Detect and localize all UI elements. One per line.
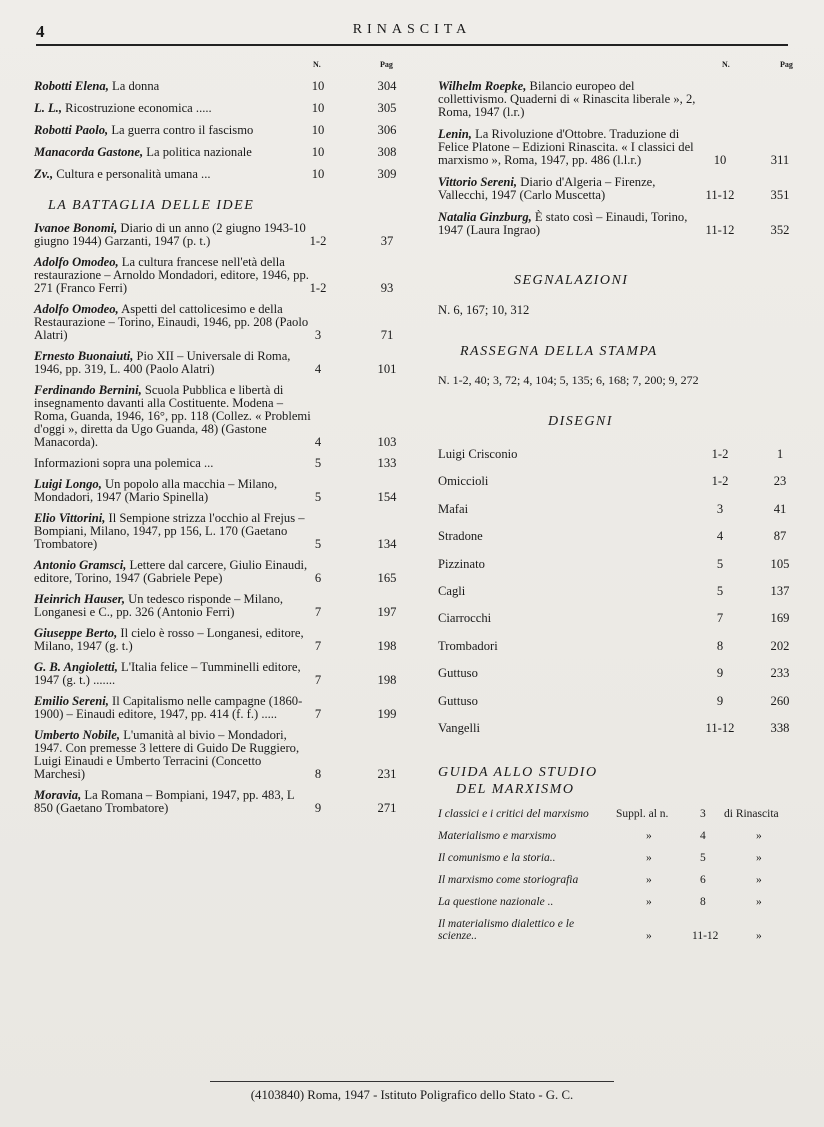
- list-item: [438, 584, 794, 611]
- entry-issue-number: 11-12: [705, 223, 735, 237]
- entry-author: G. B. Angioletti,: [34, 660, 118, 674]
- list-item: [438, 176, 794, 202]
- entry-text: [34, 146, 314, 159]
- list-item: [34, 789, 414, 815]
- entry-author: Luigi Longo,: [34, 477, 102, 491]
- guide-title: La questione nazionale ..: [438, 896, 554, 909]
- guide-supplement: »: [646, 896, 652, 909]
- entry-issue-number: 7: [314, 673, 322, 687]
- entry-author: Adolfo Omodeo,: [34, 255, 119, 269]
- drawing-issue-number: 5: [716, 556, 724, 571]
- drawing-issue-number: 11-12: [705, 720, 735, 735]
- list-item: [34, 102, 414, 115]
- entry-text: [438, 211, 696, 237]
- entry-title: Diario di un anno (2 giugno 1943-10 giugno 1944) Garzanti, 1947 (p. t.): [34, 221, 306, 248]
- entry-issue-number: 1-2: [309, 234, 327, 248]
- entry-title: La cultura francese nell'età della restaurazione – Arnoldo Mondadori, editore, 1946, pp. 271 (Franco Ferri): [34, 255, 309, 295]
- entry-author: Zv.,: [34, 167, 54, 181]
- drawing-page-number: 169: [770, 611, 790, 626]
- entry-text: [438, 176, 696, 202]
- entry-page-number: 198: [377, 673, 397, 687]
- entry-author: Natalia Ginzburg,: [438, 210, 532, 224]
- entry-page-number: 71: [380, 328, 394, 342]
- section-battaglia-heading: LA BATTAGLIA DELLE IDEE: [48, 198, 255, 213]
- list-item: [34, 593, 414, 619]
- list-item: [34, 661, 414, 687]
- entry-issue-number: 7: [314, 639, 322, 653]
- guide-title: Il marxismo come storiografia: [438, 874, 579, 887]
- drawing-issue-number: 1-2: [711, 474, 729, 489]
- entry-page-number: 101: [377, 362, 397, 376]
- entry-text: [34, 80, 314, 93]
- entry-text: [34, 457, 314, 470]
- entry-page-number: 133: [377, 456, 397, 470]
- entry-issue-number: 9: [314, 801, 322, 815]
- list-item: [34, 350, 414, 376]
- entry-text: [34, 559, 314, 585]
- page-heading: Pag: [380, 60, 393, 69]
- list-item: [438, 474, 794, 501]
- list-item: [34, 146, 414, 159]
- entry-title: Bilancio europeo del collettivismo. Quaderni di « Rinascita liberale », 2, Roma, 1947 (l.r.): [438, 79, 696, 119]
- left-column: [34, 60, 414, 823]
- guide-source: di Rinascita: [724, 808, 779, 821]
- drawing-issue-number: 7: [716, 611, 724, 626]
- list-item: [438, 502, 794, 529]
- list-item: [438, 852, 794, 864]
- right-column-header: [438, 60, 794, 80]
- list-item: [34, 80, 414, 93]
- guida-heading-line2: DEL MARXISMO: [456, 782, 575, 798]
- drawing-artist: Trombadori: [438, 638, 498, 653]
- drawing-issue-number: 1-2: [711, 447, 729, 461]
- entry-author: Robotti Paolo,: [34, 123, 109, 137]
- entry-title: Il Capitalismo nelle campagne (1860-1900) – Einaudi editore, 1947, pp. 414 (f. f.) .....: [34, 694, 303, 721]
- entry-text: [438, 80, 696, 119]
- battaglia-entries: [34, 222, 414, 815]
- entry-text: [34, 350, 314, 376]
- entry-page-number: 134: [377, 537, 397, 551]
- guida-list: [438, 808, 794, 942]
- drawing-artist: Cagli: [438, 583, 466, 598]
- guide-number: 8: [700, 896, 706, 909]
- entry-issue-number: 1-2: [309, 281, 327, 295]
- entry-page-number: 199: [377, 707, 397, 721]
- list-item: [438, 447, 794, 474]
- guida-heading-line1: GUIDA ALLO STUDIO: [438, 765, 598, 781]
- footer-rule: [210, 1081, 614, 1082]
- entry-author: Heinrich Hauser,: [34, 592, 125, 606]
- disegni-list: [438, 447, 794, 748]
- entry-page-number: 37: [380, 234, 394, 248]
- entry-page-number: 304: [377, 79, 397, 93]
- entry-text: [34, 256, 314, 295]
- list-item: [34, 457, 414, 470]
- list-item: [438, 211, 794, 237]
- guide-number: 5: [700, 852, 706, 865]
- entry-title: Informazioni sopra una polemica ...: [34, 456, 214, 470]
- guide-number: 6: [700, 874, 706, 887]
- list-item: [438, 557, 794, 584]
- entry-author: Elio Vittorini,: [34, 511, 106, 525]
- list-item: [34, 729, 414, 781]
- drawing-issue-number: 8: [716, 638, 724, 653]
- entry-page-number: 309: [377, 167, 397, 181]
- entry-issue-number: 7: [314, 605, 322, 619]
- entry-text: [34, 627, 314, 653]
- guide-source: »: [756, 830, 762, 843]
- entry-author: Ivanoe Bonomi,: [34, 221, 118, 235]
- entry-text: [438, 128, 696, 167]
- entry-issue-number: 5: [314, 456, 322, 470]
- imprint-footer: [0, 1088, 824, 1103]
- entry-author: Ferdinando Bernini,: [34, 383, 142, 397]
- entry-title: Pio XII – Universale di Roma, 1946, pp. 319, L. 400 (Paolo Alatri): [34, 349, 291, 376]
- guide-supplement: »: [646, 930, 652, 943]
- entry-issue-number: 10: [311, 79, 325, 93]
- list-item: [438, 808, 794, 820]
- drawing-issue-number: 9: [716, 693, 724, 708]
- entry-author: Emilio Sereni,: [34, 694, 109, 708]
- list-item: [438, 694, 794, 721]
- entry-page-number: 165: [377, 571, 397, 585]
- guide-source: »: [756, 874, 762, 887]
- issue-number-heading-right: N.: [722, 60, 730, 69]
- entry-author: Vittorio Sereni,: [438, 175, 518, 189]
- right-column: [438, 60, 794, 952]
- drawing-page-number: 105: [770, 556, 790, 571]
- guide-number: 3: [700, 808, 706, 821]
- entry-author: Lenin,: [438, 127, 472, 141]
- list-item: [438, 918, 794, 942]
- entry-issue-number: 8: [314, 767, 322, 781]
- entry-title: È stato così – Einaudi, Torino, 1947 (Laura Ingrao): [438, 210, 688, 237]
- segnalazioni-text: N. 6, 167; 10, 312: [438, 303, 530, 317]
- list-item: [438, 529, 794, 556]
- drawing-issue-number: 5: [716, 583, 724, 598]
- entry-issue-number: 3: [314, 328, 322, 342]
- entry-page-number: 305: [377, 101, 397, 115]
- entry-page-number: 231: [377, 767, 397, 781]
- drawing-page-number: 41: [773, 501, 787, 516]
- imprint-text: (4103840) Roma, 1947 - Istituto Poligrafico dello Stato - G. C.: [250, 1088, 574, 1102]
- drawing-issue-number: 3: [716, 501, 724, 516]
- entry-title: Aspetti del cattolicesimo e della Restaurazione – Torino, Einaudi, 1946, pp. 208 (Paolo Alatri): [34, 302, 309, 342]
- entry-page-number: 93: [380, 281, 394, 295]
- entry-title: Lettere dal carcere, Giulio Einaudi, editore, Torino, 1947 (Gabriele Pepe): [34, 558, 308, 585]
- entry-issue-number: 5: [314, 537, 322, 551]
- page-number: 4: [36, 22, 45, 41]
- guide-number: 4: [700, 830, 706, 843]
- list-item: [34, 559, 414, 585]
- guide-title: Il comunismo e la storia..: [438, 852, 556, 865]
- guide-title: Materialismo e marxismo: [438, 830, 557, 843]
- right-entries: [438, 80, 794, 237]
- entry-title: Il Sempione strizza l'occhio al Frejus – Bompiani, Milano, 1947, pp 156, L. 170 (Gaetano Trombatore): [34, 511, 305, 551]
- entry-page-number: 198: [377, 639, 397, 653]
- drawing-page-number: 233: [770, 666, 790, 681]
- guide-title: Il materialismo dialettico e le scienze..: [438, 918, 575, 943]
- entry-text: [34, 661, 314, 687]
- guide-number: 11-12: [692, 930, 719, 943]
- issue-number-heading: N.: [313, 60, 321, 69]
- left-column-header: [34, 60, 414, 80]
- entry-author: Manacorda Gastone,: [34, 145, 144, 159]
- entry-issue-number: 4: [314, 435, 322, 449]
- entry-issue-number: 10: [311, 101, 325, 115]
- entry-issue-number: 4: [314, 362, 322, 376]
- entry-issue-number: 10: [311, 167, 325, 181]
- guide-source: »: [756, 930, 762, 943]
- drawing-page-number: 338: [770, 720, 790, 735]
- list-item: [438, 639, 794, 666]
- drawing-artist: Omiccioli: [438, 474, 489, 489]
- guide-source: »: [756, 852, 762, 865]
- entry-issue-number: 7: [314, 707, 322, 721]
- drawing-page-number: 137: [770, 583, 790, 598]
- entry-title: La guerra contro il fascismo: [108, 123, 254, 137]
- list-item: [438, 611, 794, 638]
- drawing-artist: Vangelli: [438, 720, 480, 735]
- drawing-page-number: 260: [770, 693, 790, 708]
- entry-title: La Rivoluzione d'Ottobre. Traduzione di Felice Platone – Edizioni Rinascita. « I classici del marxismo », Roma, 1947, pp. 486 (l.l.r.): [438, 127, 694, 167]
- list-item: [438, 128, 794, 167]
- entry-title: Il cielo è rosso – Longanesi, editore, Milano, 1947 (g. t.): [34, 626, 304, 653]
- drawing-artist: Mafai: [438, 501, 469, 516]
- drawing-artist: Ciarrocchi: [438, 611, 492, 626]
- section-rassegna-heading: RASSEGNA DELLA STAMPA: [460, 344, 658, 359]
- entry-author: Umberto Nobile,: [34, 728, 121, 742]
- entry-page-number: 306: [377, 123, 397, 137]
- guide-source: »: [756, 896, 762, 909]
- section-disegni-heading: DISEGNI: [548, 414, 613, 429]
- running-header: [36, 22, 788, 46]
- list-item: [34, 222, 414, 248]
- drawing-page-number: 202: [770, 638, 790, 653]
- list-item: [438, 874, 794, 886]
- list-item: [34, 478, 414, 504]
- entry-page-number: 311: [770, 153, 790, 167]
- drawing-artist: Pizzinato: [438, 556, 485, 571]
- entry-text: [34, 168, 314, 181]
- guide-title: I classici e i critici del marxismo: [438, 808, 589, 821]
- entry-text: [34, 102, 314, 115]
- entry-text: [34, 729, 314, 781]
- entry-page-number: 352: [770, 223, 790, 237]
- list-item: [438, 896, 794, 908]
- list-item: [438, 721, 794, 748]
- entry-title: La Romana – Bompiani, 1947, pp. 483, L 850 (Gaetano Trombatore): [34, 788, 295, 815]
- entry-issue-number: 10: [713, 153, 727, 167]
- entry-issue-number: 6: [314, 571, 322, 585]
- drawing-artist: Luigi Crisconio: [438, 447, 518, 461]
- entry-author: L. L.,: [34, 101, 62, 115]
- entry-title: L'umanità al bivio – Mondadori, 1947. Con premesse 3 lettere di Guido De Ruggiero, Luigi Einaudi e Umberto Terracini (Concetto Marchesi): [34, 728, 300, 781]
- list-item: [34, 512, 414, 551]
- rassegna-text: N. 1-2, 40; 3, 72; 4, 104; 5, 135; 6, 168; 7, 200; 9, 272: [438, 373, 699, 387]
- drawing-page-number: 23: [773, 474, 787, 489]
- entry-text: [34, 384, 314, 449]
- entry-author: Wilhelm Roepke,: [438, 79, 527, 93]
- guide-supplement: »: [646, 852, 652, 865]
- entry-title: Scuola Pubblica e libertà di insegnamento davanti alla Costituente. Modena – Roma, Guanda, 1946, 16°, pp. 118 (Collez. « Problemi d'oggi », diretta da Ugo Guanda, 48) (Gastone Manacorda).: [34, 383, 311, 449]
- drawing-page-number: 87: [773, 529, 787, 544]
- list-item: [438, 80, 794, 119]
- section-segnalazioni-heading: SEGNALAZIONI: [514, 273, 629, 288]
- entry-page-number: 271: [377, 801, 397, 815]
- entry-title: Diario d'Algeria – Firenze, Vallecchi, 1947 (Carlo Muscetta): [438, 175, 656, 202]
- journal-title: RINASCITA: [352, 22, 472, 37]
- drawing-artist: Guttuso: [438, 693, 478, 708]
- entry-author: Adolfo Omodeo,: [34, 302, 119, 316]
- entry-author: Ernesto Buonaiuti,: [34, 349, 134, 363]
- entry-author: Robotti Elena,: [34, 79, 109, 93]
- guide-supplement: »: [646, 830, 652, 843]
- entry-title: Ricostruzione economica .....: [61, 101, 212, 115]
- drawing-issue-number: 9: [716, 666, 724, 681]
- entry-text: [34, 478, 314, 504]
- entry-title: L'Italia felice – Tumminelli editore, 1947 (g. t.) .......: [34, 660, 301, 687]
- list-item: [34, 695, 414, 721]
- entry-page-number: 351: [770, 188, 790, 202]
- list-item: [34, 627, 414, 653]
- section-guida-heading: [438, 764, 794, 798]
- entry-text: [34, 593, 314, 619]
- entry-title: Cultura e personalità umana ...: [53, 167, 211, 181]
- entry-text: [34, 222, 314, 248]
- entry-issue-number: 11-12: [705, 188, 735, 202]
- list-item: [34, 168, 414, 181]
- entry-author: Antonio Gramsci,: [34, 558, 127, 572]
- entry-page-number: 103: [377, 435, 397, 449]
- entry-page-number: 154: [377, 490, 397, 504]
- drawing-page-number: 1: [776, 447, 784, 461]
- page-heading-right: Pag: [780, 60, 793, 69]
- entry-issue-number: 10: [311, 145, 325, 159]
- entry-author: Giuseppe Berto,: [34, 626, 118, 640]
- guide-supplement: »: [646, 874, 652, 887]
- entry-title: La donna: [108, 79, 160, 93]
- drawing-artist: Guttuso: [438, 666, 478, 681]
- drawing-issue-number: 4: [716, 529, 724, 544]
- entry-issue-number: 10: [311, 123, 325, 137]
- list-item: [34, 124, 414, 137]
- drawing-artist: Stradone: [438, 529, 483, 544]
- entry-text: [34, 124, 314, 137]
- entry-text: [34, 695, 314, 721]
- entry-title: Un tedesco risponde – Milano, Longanesi e C., pp. 326 (Antonio Ferri): [34, 592, 284, 619]
- entry-text: [34, 512, 314, 551]
- entry-title: Un popolo alla macchia – Milano, Mondadori, 1947 (Mario Spinella): [34, 477, 278, 504]
- list-item: [438, 666, 794, 693]
- left-entries: [34, 80, 414, 181]
- list-item: [34, 303, 414, 342]
- entry-author: Moravia,: [34, 788, 82, 802]
- list-item: [34, 256, 414, 295]
- entry-page-number: 197: [377, 605, 397, 619]
- list-item: [34, 384, 414, 449]
- guide-supplement: Suppl. al n.: [616, 808, 669, 821]
- list-item: [438, 830, 794, 842]
- entry-title: La politica nazionale: [143, 145, 252, 159]
- entry-issue-number: 5: [314, 490, 322, 504]
- entry-text: [34, 789, 314, 815]
- entry-text: [34, 303, 314, 342]
- entry-page-number: 308: [377, 145, 397, 159]
